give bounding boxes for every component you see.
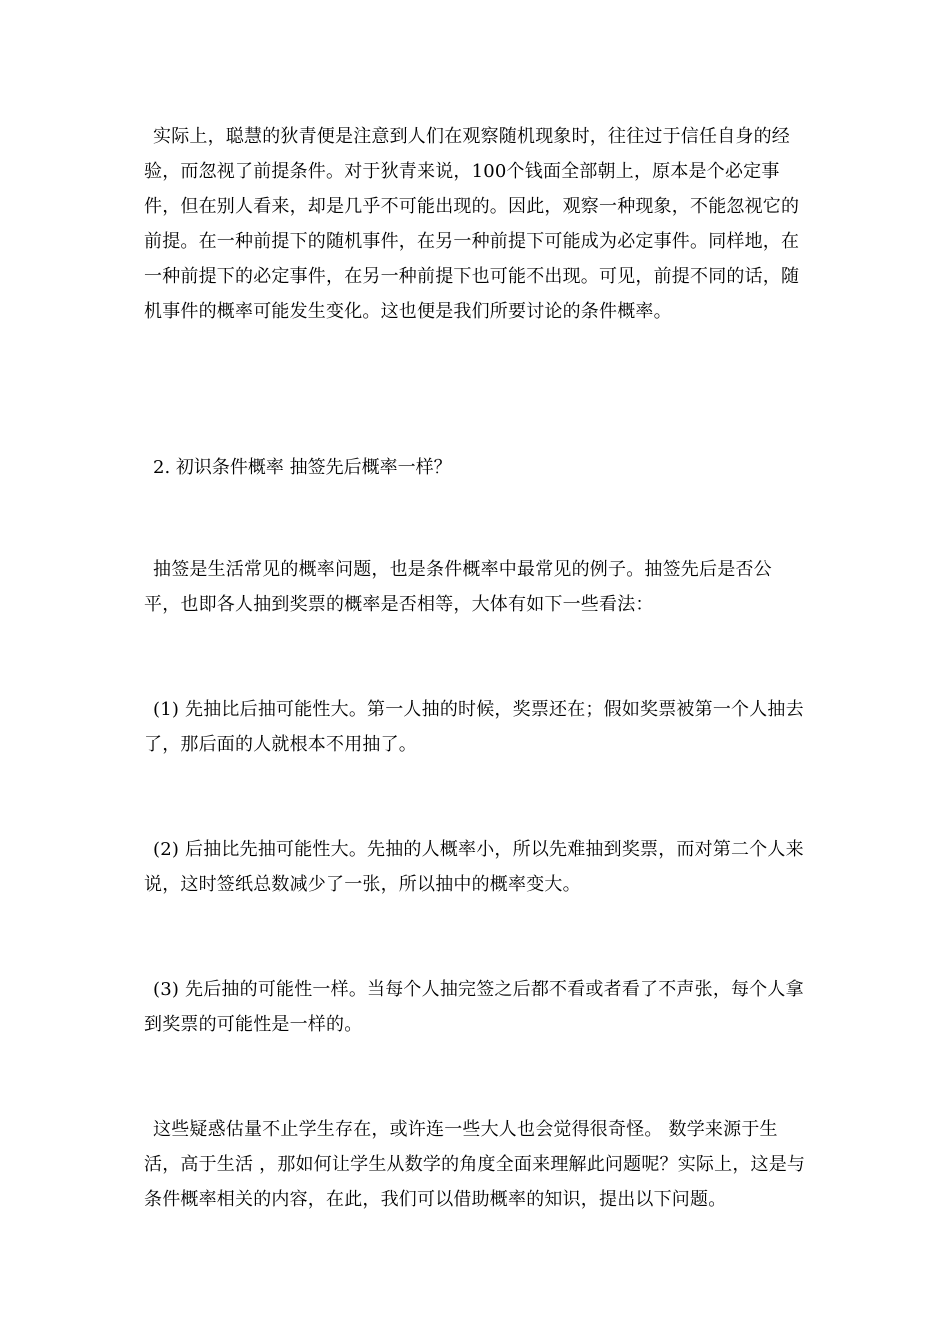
paragraph-lottery-intro: 抽签是生活常见的概率问题，也是条件概率中最常见的例子。抽签先后是否公平，也即各人抽到奖票的概率是否相等，大体有如下一些看法：	[144, 559, 772, 615]
paragraph-view-3: (3) 先后抽的可能性一样。当每个人抽完签之后都不看或者看了不声张，每个人拿到奖票的可能性是一样的。	[144, 979, 804, 1035]
paragraph-view-1: (1) 先抽比后抽可能性大。第一人抽的时候，奖票还在；假如奖票被第一个人抽去了，那后面的人就根本不用抽了。	[144, 699, 804, 755]
paragraph-di-qing: 实际上，聪慧的狄青便是注意到人们在观察随机现象时，往往过于信任自身的经验，而忽视了前提条件。对于狄青来说，100个钱面全部朝上，原本是个必定事件，但在别人看来，却是几乎不可能出现的。因此，观察一种现象，不能忽视它的前提。在一种前提下的随机事件，在另一种前提下可能成为必定事件。同样地，在一种前提下的必定事件，在另一种前提下也可能不出现。可见，前提不同的话，随机事件的概率可能发生变化。这也便是我们所要讨论的条件概率。	[144, 126, 800, 322]
paragraph-view-2: (2) 后抽比先抽可能性大。先抽的人概率小，所以先难抽到奖票，而对第二个人来说，这时签纸总数减少了一张，所以抽中的概率变大。	[144, 839, 804, 895]
section-heading: 2. 初识条件概率 抽签先后概率一样？	[153, 457, 452, 478]
paragraph-conclusion: 这些疑惑估量不止学生存在，或许连一些大人也会觉得很奇怪。 数学来源于生活，高于生活 ，那如何让学生从数学的角度全面来理解此问题呢？实际上，这是与条件概率相关的内容，在此，我们可以借助概率的知识，提出以下问题。	[144, 1119, 806, 1210]
